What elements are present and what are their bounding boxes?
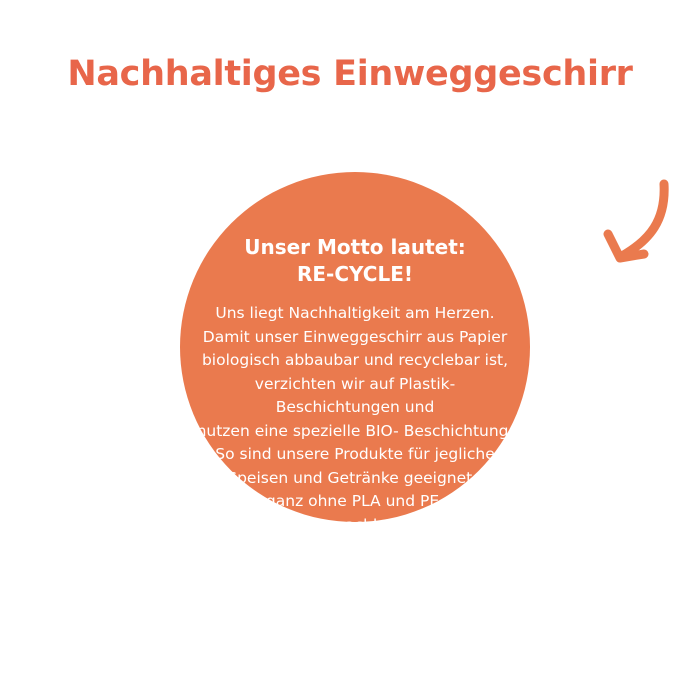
curved-arrow-icon [540, 168, 670, 278]
motto-line-2: RE-CYCLE! [296, 262, 413, 286]
body-line: Uns liegt Nachhaltigkeit am Herzen. [215, 304, 495, 322]
page-title: Nachhaltiges Einweggeschirr [67, 54, 633, 94]
body-line: ganz ohne PLA und PE. [265, 492, 445, 511]
motto-heading [244, 234, 466, 288]
body-line: Für eine nachhaltigere [268, 515, 442, 534]
body-line: So sind unsere Produkte für jegliche [215, 445, 495, 464]
body-line: biologisch abbaubar und recyclebar ist, [201, 351, 509, 370]
body-line: Speisen und Getränke geeignet - [227, 468, 483, 487]
body-line: verzichten wir auf Plastik- Beschichtungen und [254, 374, 456, 417]
motto-circle [180, 172, 530, 558]
body-line: Kreislaufwirtschaft! [280, 539, 430, 558]
motto-line-1: Unser Motto lautet: [244, 235, 466, 259]
motto-body [195, 302, 515, 561]
body-line: Damit unser Einweggeschirr aus Papier [202, 327, 508, 346]
body-line: nutzen eine spezielle BIO- Beschichtung. [196, 421, 514, 440]
